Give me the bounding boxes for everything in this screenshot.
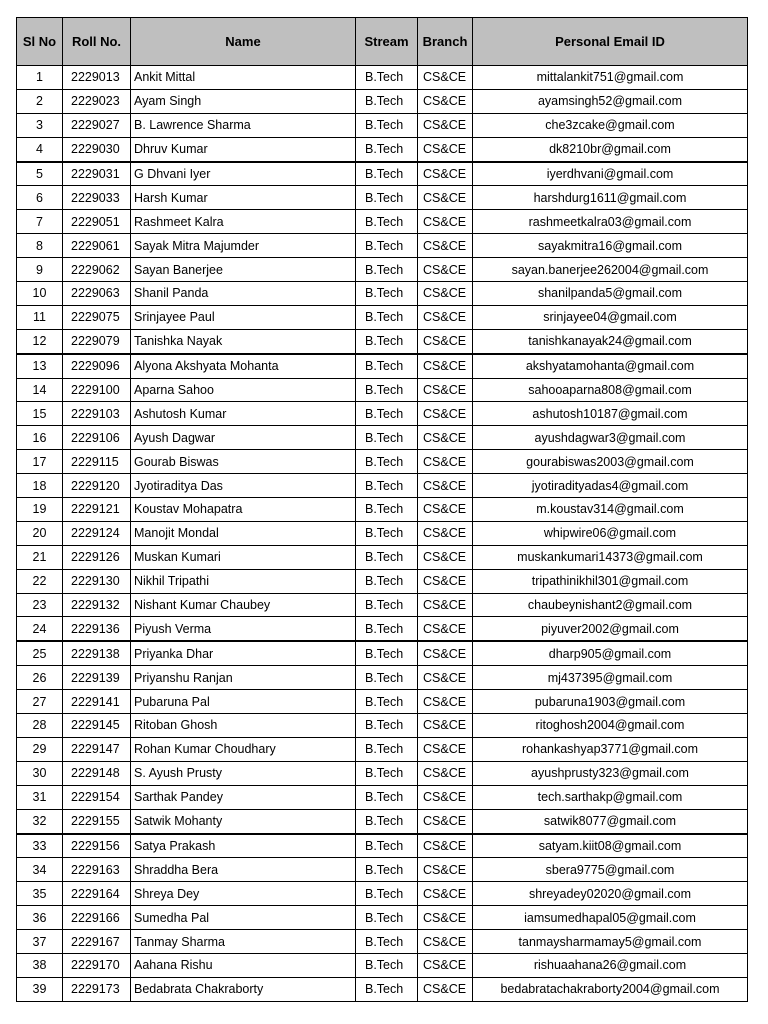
cell-stream: B.Tech: [356, 809, 418, 833]
table-row: [17, 690, 748, 714]
cell-roll-no: 2229096: [63, 354, 131, 378]
cell-name: Gourab Biswas: [131, 450, 356, 474]
cell-roll-no: 2229103: [63, 402, 131, 426]
cell-name: Srinjayee Paul: [131, 305, 356, 329]
cell-email: mittalankit751@gmail.com: [473, 66, 748, 90]
cell-roll-no: 2229120: [63, 474, 131, 498]
cell-roll-no: 2229164: [63, 882, 131, 906]
cell-sl-no: 26: [17, 666, 63, 690]
table-row: [17, 113, 748, 137]
cell-branch: CS&CE: [418, 66, 473, 90]
cell-stream: B.Tech: [356, 953, 418, 977]
cell-stream: B.Tech: [356, 569, 418, 593]
table-row: [17, 906, 748, 930]
cell-name: Priyanka Dhar: [131, 641, 356, 665]
cell-email: satwik8077@gmail.com: [473, 809, 748, 833]
table-row: [17, 282, 748, 306]
cell-name: Nikhil Tripathi: [131, 569, 356, 593]
cell-sl-no: 36: [17, 906, 63, 930]
header-name: Name: [131, 18, 356, 66]
cell-branch: CS&CE: [418, 809, 473, 833]
cell-stream: B.Tech: [356, 498, 418, 522]
cell-stream: B.Tech: [356, 305, 418, 329]
table-row: [17, 137, 748, 161]
cell-sl-no: 27: [17, 690, 63, 714]
cell-stream: B.Tech: [356, 210, 418, 234]
cell-branch: CS&CE: [418, 930, 473, 954]
cell-sl-no: 15: [17, 402, 63, 426]
cell-roll-no: 2229051: [63, 210, 131, 234]
cell-stream: B.Tech: [356, 113, 418, 137]
cell-stream: B.Tech: [356, 930, 418, 954]
cell-name: Shraddha Bera: [131, 858, 356, 882]
cell-stream: B.Tech: [356, 282, 418, 306]
cell-stream: B.Tech: [356, 137, 418, 161]
cell-branch: CS&CE: [418, 162, 473, 186]
cell-branch: CS&CE: [418, 858, 473, 882]
table-row: [17, 305, 748, 329]
cell-branch: CS&CE: [418, 234, 473, 258]
cell-name: Ashutosh Kumar: [131, 402, 356, 426]
table-row: [17, 858, 748, 882]
cell-email: jyotiradityadas4@gmail.com: [473, 474, 748, 498]
cell-roll-no: 2229033: [63, 186, 131, 210]
cell-roll-no: 2229145: [63, 714, 131, 738]
cell-roll-no: 2229130: [63, 569, 131, 593]
cell-email: sbera9775@gmail.com: [473, 858, 748, 882]
cell-sl-no: 28: [17, 714, 63, 738]
cell-sl-no: 39: [17, 977, 63, 1001]
cell-name: Sarthak Pandey: [131, 785, 356, 809]
cell-sl-no: 16: [17, 426, 63, 450]
cell-email: sayakmitra16@gmail.com: [473, 234, 748, 258]
cell-stream: B.Tech: [356, 666, 418, 690]
cell-email: rishuaahana26@gmail.com: [473, 953, 748, 977]
cell-email: che3zcake@gmail.com: [473, 113, 748, 137]
cell-roll-no: 2229136: [63, 617, 131, 641]
student-table: [16, 17, 748, 1002]
cell-stream: B.Tech: [356, 545, 418, 569]
cell-roll-no: 2229079: [63, 329, 131, 353]
cell-sl-no: 32: [17, 809, 63, 833]
table-row: [17, 977, 748, 1001]
table-row: [17, 474, 748, 498]
table-row: [17, 714, 748, 738]
cell-name: Ayush Dagwar: [131, 426, 356, 450]
table-row: [17, 545, 748, 569]
cell-name: Satya Prakash: [131, 834, 356, 858]
cell-email: rashmeetkalra03@gmail.com: [473, 210, 748, 234]
cell-roll-no: 2229115: [63, 450, 131, 474]
cell-email: iyerdhvani@gmail.com: [473, 162, 748, 186]
cell-email: gourabiswas2003@gmail.com: [473, 450, 748, 474]
cell-stream: B.Tech: [356, 714, 418, 738]
table-row: [17, 426, 748, 450]
cell-name: Aparna Sahoo: [131, 378, 356, 402]
cell-name: Satwik Mohanty: [131, 809, 356, 833]
cell-email: whipwire06@gmail.com: [473, 521, 748, 545]
cell-branch: CS&CE: [418, 906, 473, 930]
cell-sl-no: 29: [17, 737, 63, 761]
table-row: [17, 930, 748, 954]
cell-stream: B.Tech: [356, 737, 418, 761]
cell-name: Koustav Mohapatra: [131, 498, 356, 522]
cell-email: tanishkanayak24@gmail.com: [473, 329, 748, 353]
table-row: [17, 737, 748, 761]
cell-email: tech.sarthakp@gmail.com: [473, 785, 748, 809]
cell-branch: CS&CE: [418, 714, 473, 738]
table-row: [17, 809, 748, 833]
cell-branch: CS&CE: [418, 545, 473, 569]
cell-name: Sayak Mitra Majumder: [131, 234, 356, 258]
cell-stream: B.Tech: [356, 186, 418, 210]
cell-email: mj437395@gmail.com: [473, 666, 748, 690]
table-row: [17, 402, 748, 426]
cell-stream: B.Tech: [356, 977, 418, 1001]
cell-stream: B.Tech: [356, 761, 418, 785]
cell-roll-no: 2229075: [63, 305, 131, 329]
cell-email: piyuver2002@gmail.com: [473, 617, 748, 641]
cell-name: G Dhvani Iyer: [131, 162, 356, 186]
table-row: [17, 641, 748, 665]
cell-sl-no: 2: [17, 89, 63, 113]
cell-roll-no: 2229141: [63, 690, 131, 714]
cell-email: shreyadey02020@gmail.com: [473, 882, 748, 906]
cell-email: tanmaysharmamay5@gmail.com: [473, 930, 748, 954]
cell-email: ashutosh10187@gmail.com: [473, 402, 748, 426]
cell-email: sahooaparna808@gmail.com: [473, 378, 748, 402]
cell-name: Sumedha Pal: [131, 906, 356, 930]
cell-sl-no: 12: [17, 329, 63, 353]
cell-sl-no: 30: [17, 761, 63, 785]
table-row: [17, 521, 748, 545]
cell-name: Shreya Dey: [131, 882, 356, 906]
cell-roll-no: 2229139: [63, 666, 131, 690]
cell-branch: CS&CE: [418, 569, 473, 593]
cell-branch: CS&CE: [418, 354, 473, 378]
cell-branch: CS&CE: [418, 258, 473, 282]
cell-branch: CS&CE: [418, 785, 473, 809]
cell-email: tripathinikhil301@gmail.com: [473, 569, 748, 593]
table-row: [17, 329, 748, 353]
cell-branch: CS&CE: [418, 378, 473, 402]
cell-name: Ankit Mittal: [131, 66, 356, 90]
cell-branch: CS&CE: [418, 690, 473, 714]
cell-branch: CS&CE: [418, 593, 473, 617]
cell-branch: CS&CE: [418, 426, 473, 450]
cell-email: ritoghosh2004@gmail.com: [473, 714, 748, 738]
header-email: Personal Email ID: [473, 18, 748, 66]
cell-branch: CS&CE: [418, 666, 473, 690]
table-row: [17, 258, 748, 282]
cell-roll-no: 2229132: [63, 593, 131, 617]
cell-stream: B.Tech: [356, 162, 418, 186]
cell-branch: CS&CE: [418, 617, 473, 641]
cell-branch: CS&CE: [418, 89, 473, 113]
cell-stream: B.Tech: [356, 882, 418, 906]
table-row: [17, 761, 748, 785]
cell-stream: B.Tech: [356, 690, 418, 714]
table-row: [17, 785, 748, 809]
cell-name: Jyotiraditya Das: [131, 474, 356, 498]
cell-roll-no: 2229167: [63, 930, 131, 954]
cell-stream: B.Tech: [356, 593, 418, 617]
cell-name: Priyanshu Ranjan: [131, 666, 356, 690]
header-branch: Branch: [418, 18, 473, 66]
cell-stream: B.Tech: [356, 66, 418, 90]
cell-branch: CS&CE: [418, 210, 473, 234]
cell-email: ayamsingh52@gmail.com: [473, 89, 748, 113]
cell-roll-no: 2229121: [63, 498, 131, 522]
cell-sl-no: 9: [17, 258, 63, 282]
cell-sl-no: 31: [17, 785, 63, 809]
cell-name: Muskan Kumari: [131, 545, 356, 569]
cell-name: S. Ayush Prusty: [131, 761, 356, 785]
cell-stream: B.Tech: [356, 858, 418, 882]
cell-sl-no: 35: [17, 882, 63, 906]
cell-sl-no: 6: [17, 186, 63, 210]
cell-sl-no: 37: [17, 930, 63, 954]
cell-sl-no: 1: [17, 66, 63, 90]
cell-stream: B.Tech: [356, 426, 418, 450]
cell-sl-no: 18: [17, 474, 63, 498]
cell-branch: CS&CE: [418, 882, 473, 906]
cell-branch: CS&CE: [418, 402, 473, 426]
table-row: [17, 450, 748, 474]
cell-roll-no: 2229023: [63, 89, 131, 113]
table-row: [17, 498, 748, 522]
cell-branch: CS&CE: [418, 737, 473, 761]
cell-email: dharp905@gmail.com: [473, 641, 748, 665]
cell-email: ayushprusty323@gmail.com: [473, 761, 748, 785]
cell-stream: B.Tech: [356, 378, 418, 402]
cell-roll-no: 2229124: [63, 521, 131, 545]
cell-name: Alyona Akshyata Mohanta: [131, 354, 356, 378]
cell-name: Tanishka Nayak: [131, 329, 356, 353]
cell-roll-no: 2229031: [63, 162, 131, 186]
cell-roll-no: 2229156: [63, 834, 131, 858]
cell-name: Pubaruna Pal: [131, 690, 356, 714]
cell-email: dk8210br@gmail.com: [473, 137, 748, 161]
table-row: [17, 210, 748, 234]
table-row: [17, 378, 748, 402]
cell-email: m.koustav314@gmail.com: [473, 498, 748, 522]
cell-branch: CS&CE: [418, 474, 473, 498]
cell-roll-no: 2229027: [63, 113, 131, 137]
cell-sl-no: 17: [17, 450, 63, 474]
cell-branch: CS&CE: [418, 329, 473, 353]
table-row: [17, 66, 748, 90]
cell-name: Rashmeet Kalra: [131, 210, 356, 234]
cell-branch: CS&CE: [418, 977, 473, 1001]
cell-branch: CS&CE: [418, 641, 473, 665]
cell-email: bedabratachakraborty2004@gmail.com: [473, 977, 748, 1001]
cell-branch: CS&CE: [418, 137, 473, 161]
table-row: [17, 569, 748, 593]
cell-roll-no: 2229061: [63, 234, 131, 258]
cell-name: Manojit Mondal: [131, 521, 356, 545]
cell-email: harshdurg1611@gmail.com: [473, 186, 748, 210]
table-row: [17, 882, 748, 906]
cell-stream: B.Tech: [356, 906, 418, 930]
cell-roll-no: 2229062: [63, 258, 131, 282]
cell-roll-no: 2229155: [63, 809, 131, 833]
table-row: [17, 354, 748, 378]
cell-name: Bedabrata Chakraborty: [131, 977, 356, 1001]
cell-name: Dhruv Kumar: [131, 137, 356, 161]
cell-name: Harsh Kumar: [131, 186, 356, 210]
cell-email: muskankumari14373@gmail.com: [473, 545, 748, 569]
cell-sl-no: 25: [17, 641, 63, 665]
cell-name: Ayam Singh: [131, 89, 356, 113]
cell-roll-no: 2229030: [63, 137, 131, 161]
cell-sl-no: 7: [17, 210, 63, 234]
header-stream: Stream: [356, 18, 418, 66]
cell-roll-no: 2229138: [63, 641, 131, 665]
cell-sl-no: 3: [17, 113, 63, 137]
cell-sl-no: 8: [17, 234, 63, 258]
cell-email: iamsumedhapal05@gmail.com: [473, 906, 748, 930]
cell-sl-no: 23: [17, 593, 63, 617]
table-row: [17, 234, 748, 258]
cell-stream: B.Tech: [356, 402, 418, 426]
table-row: [17, 617, 748, 641]
cell-name: Ritoban Ghosh: [131, 714, 356, 738]
table-row: [17, 162, 748, 186]
cell-roll-no: 2229163: [63, 858, 131, 882]
cell-sl-no: 38: [17, 953, 63, 977]
cell-branch: CS&CE: [418, 450, 473, 474]
cell-name: Aahana Rishu: [131, 953, 356, 977]
cell-stream: B.Tech: [356, 354, 418, 378]
cell-sl-no: 5: [17, 162, 63, 186]
cell-roll-no: 2229148: [63, 761, 131, 785]
cell-branch: CS&CE: [418, 521, 473, 545]
cell-stream: B.Tech: [356, 329, 418, 353]
cell-stream: B.Tech: [356, 450, 418, 474]
cell-branch: CS&CE: [418, 834, 473, 858]
cell-branch: CS&CE: [418, 761, 473, 785]
table-row: [17, 666, 748, 690]
cell-stream: B.Tech: [356, 234, 418, 258]
cell-sl-no: 21: [17, 545, 63, 569]
cell-email: chaubeynishant2@gmail.com: [473, 593, 748, 617]
cell-stream: B.Tech: [356, 641, 418, 665]
cell-sl-no: 13: [17, 354, 63, 378]
table-row: [17, 593, 748, 617]
cell-roll-no: 2229154: [63, 785, 131, 809]
cell-email: pubaruna1903@gmail.com: [473, 690, 748, 714]
cell-sl-no: 22: [17, 569, 63, 593]
cell-name: Sayan Banerjee: [131, 258, 356, 282]
cell-email: akshyatamohanta@gmail.com: [473, 354, 748, 378]
cell-name: Rohan Kumar Choudhary: [131, 737, 356, 761]
cell-email: satyam.kiit08@gmail.com: [473, 834, 748, 858]
cell-stream: B.Tech: [356, 521, 418, 545]
cell-name: B. Lawrence Sharma: [131, 113, 356, 137]
cell-roll-no: 2229173: [63, 977, 131, 1001]
cell-stream: B.Tech: [356, 258, 418, 282]
cell-stream: B.Tech: [356, 785, 418, 809]
cell-branch: CS&CE: [418, 305, 473, 329]
cell-branch: CS&CE: [418, 113, 473, 137]
cell-sl-no: 34: [17, 858, 63, 882]
cell-name: Tanmay Sharma: [131, 930, 356, 954]
table-row: [17, 953, 748, 977]
cell-email: shanilpanda5@gmail.com: [473, 282, 748, 306]
cell-roll-no: 2229013: [63, 66, 131, 90]
cell-sl-no: 19: [17, 498, 63, 522]
cell-sl-no: 24: [17, 617, 63, 641]
cell-sl-no: 4: [17, 137, 63, 161]
header-sl-no: Sl No: [17, 18, 63, 66]
cell-sl-no: 33: [17, 834, 63, 858]
cell-name: Shanil Panda: [131, 282, 356, 306]
table-row: [17, 186, 748, 210]
cell-branch: CS&CE: [418, 282, 473, 306]
cell-sl-no: 10: [17, 282, 63, 306]
cell-name: Piyush Verma: [131, 617, 356, 641]
cell-name: Nishant Kumar Chaubey: [131, 593, 356, 617]
cell-roll-no: 2229147: [63, 737, 131, 761]
cell-email: sayan.banerjee262004@gmail.com: [473, 258, 748, 282]
cell-roll-no: 2229063: [63, 282, 131, 306]
cell-roll-no: 2229106: [63, 426, 131, 450]
cell-roll-no: 2229126: [63, 545, 131, 569]
cell-branch: CS&CE: [418, 498, 473, 522]
cell-roll-no: 2229166: [63, 906, 131, 930]
cell-sl-no: 20: [17, 521, 63, 545]
cell-branch: CS&CE: [418, 953, 473, 977]
cell-email: srinjayee04@gmail.com: [473, 305, 748, 329]
cell-branch: CS&CE: [418, 186, 473, 210]
table-row: [17, 834, 748, 858]
cell-stream: B.Tech: [356, 474, 418, 498]
cell-stream: B.Tech: [356, 617, 418, 641]
table-row: [17, 89, 748, 113]
cell-stream: B.Tech: [356, 89, 418, 113]
cell-stream: B.Tech: [356, 834, 418, 858]
header-row: [17, 18, 748, 66]
cell-roll-no: 2229100: [63, 378, 131, 402]
cell-sl-no: 11: [17, 305, 63, 329]
header-roll-no: Roll No.: [63, 18, 131, 66]
cell-email: rohankashyap3771@gmail.com: [473, 737, 748, 761]
cell-roll-no: 2229170: [63, 953, 131, 977]
cell-email: ayushdagwar3@gmail.com: [473, 426, 748, 450]
cell-sl-no: 14: [17, 378, 63, 402]
